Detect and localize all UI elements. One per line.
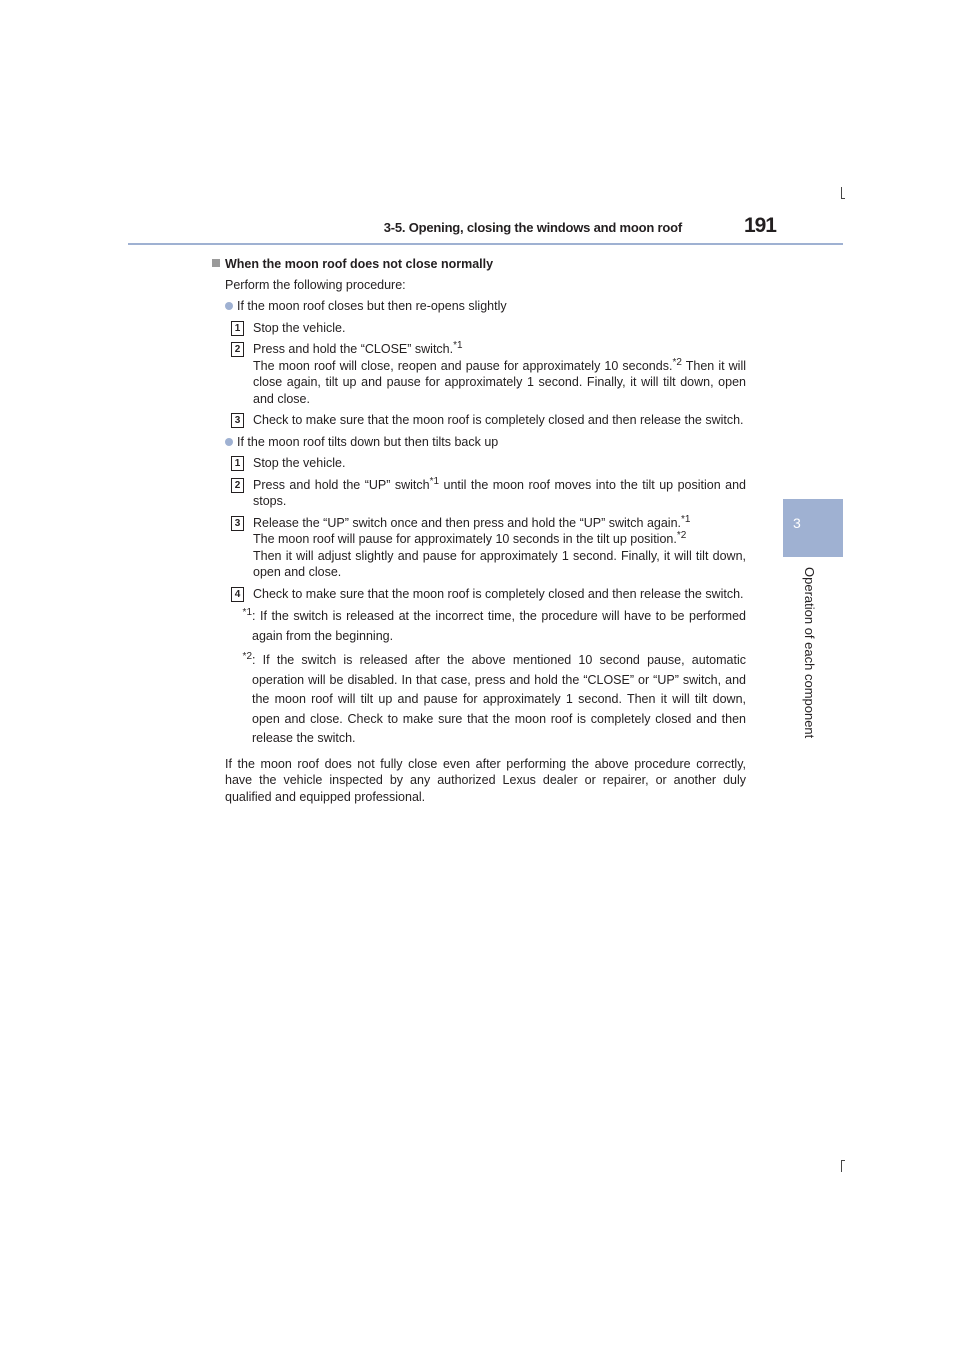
footnote-1 bbox=[212, 607, 746, 646]
step-text: Check to make sure that the moon roof is completely closed and then release the switch. bbox=[253, 413, 744, 427]
chapter-title: Operation of each component bbox=[802, 567, 817, 739]
footnote-text: : If the switch is released after the above mentioned 10 second pause, automatic operation will be disabled. In that case, press and hold the “CLOSE” or “UP” switch, and the moon roof will tilt up and pause for approximately 1 second. Then it will tilt down, open and close. Check to make sure that the moon roof is completely closed and then release the switch. bbox=[252, 653, 746, 745]
step-item bbox=[212, 320, 746, 337]
step-text: Release the “UP” switch once and then press and hold the “UP” switch again.$^{*1}$ The moon roof will pause for approximately 10 seconds in the tilt up position.$^{*2}$ Then it will adjust slightly and pause for approximately 1 second. Finally, it will tilt down, open and close. bbox=[253, 513, 746, 579]
footnote-text: : If the switch is released at the incorrect time, the procedure will have to be performed again from the beginning. bbox=[252, 609, 746, 643]
circle-bullet-icon bbox=[225, 302, 233, 310]
page-number: 191 bbox=[743, 214, 776, 237]
step-item bbox=[212, 412, 746, 429]
case-1-title: If the moon roof closes but then re-opens slightly bbox=[225, 298, 746, 315]
header-rule bbox=[128, 243, 843, 245]
crop-mark-bottom-tick bbox=[841, 1160, 845, 1161]
step-text: Press and hold the “UP” switch$^{*1}$ until the moon roof moves into the tilt up position and stops. bbox=[253, 475, 746, 508]
section-title: 3-5. Opening, closing the windows and moon roof bbox=[383, 220, 682, 235]
step-number: 4 bbox=[231, 587, 244, 602]
footnote-mark: *1 bbox=[242, 607, 252, 618]
case-2-steps bbox=[212, 455, 746, 602]
section-heading: When the moon roof does not close normally bbox=[212, 256, 746, 273]
step-item bbox=[212, 477, 746, 510]
step-number: 3 bbox=[231, 413, 244, 428]
case-1-steps bbox=[212, 320, 746, 429]
step-item bbox=[212, 341, 746, 407]
step-item bbox=[212, 455, 746, 472]
step-item bbox=[212, 515, 746, 581]
step-number: 1 bbox=[231, 456, 244, 471]
circle-bullet-icon bbox=[225, 438, 233, 446]
step-item bbox=[212, 586, 746, 603]
step-text: Stop the vehicle. bbox=[253, 320, 346, 335]
square-bullet-icon bbox=[212, 259, 220, 267]
step-number: 2 bbox=[231, 342, 244, 357]
step-text: Press and hold the “CLOSE” switch.$^{*1}$ The moon roof will close, reopen and pause for approximately 10 seconds.$^{*2}$ Then it will close again, tilt up and pause for approximately 1 second. Finally, it will tilt down, open and close. bbox=[253, 340, 747, 406]
crop-mark-top-tick bbox=[841, 198, 845, 199]
footnote-mark: *2 bbox=[242, 651, 252, 662]
step-number: 2 bbox=[231, 478, 244, 493]
page-content bbox=[212, 256, 746, 805]
closing-paragraph: If the moon roof does not fully close even after performing the above procedure correctly, have the vehicle inspected by any authorized Lexus dealer or repairer, or another duly qualified and equipped professional. bbox=[225, 756, 746, 804]
chapter-number: 3 bbox=[793, 515, 801, 531]
intro-text: Perform the following procedure: bbox=[225, 277, 406, 292]
step-number: 3 bbox=[231, 516, 244, 531]
case-2-title: If the moon roof tilts down but then tilts back up bbox=[225, 434, 746, 451]
chapter-tab bbox=[783, 499, 843, 557]
crop-mark-bottom bbox=[841, 1160, 842, 1172]
step-number: 1 bbox=[231, 321, 244, 336]
step-text: Check to make sure that the moon roof is completely closed and then release the switch. bbox=[253, 586, 744, 601]
step-text: Stop the vehicle. bbox=[253, 456, 346, 470]
footnote-2 bbox=[212, 651, 746, 749]
